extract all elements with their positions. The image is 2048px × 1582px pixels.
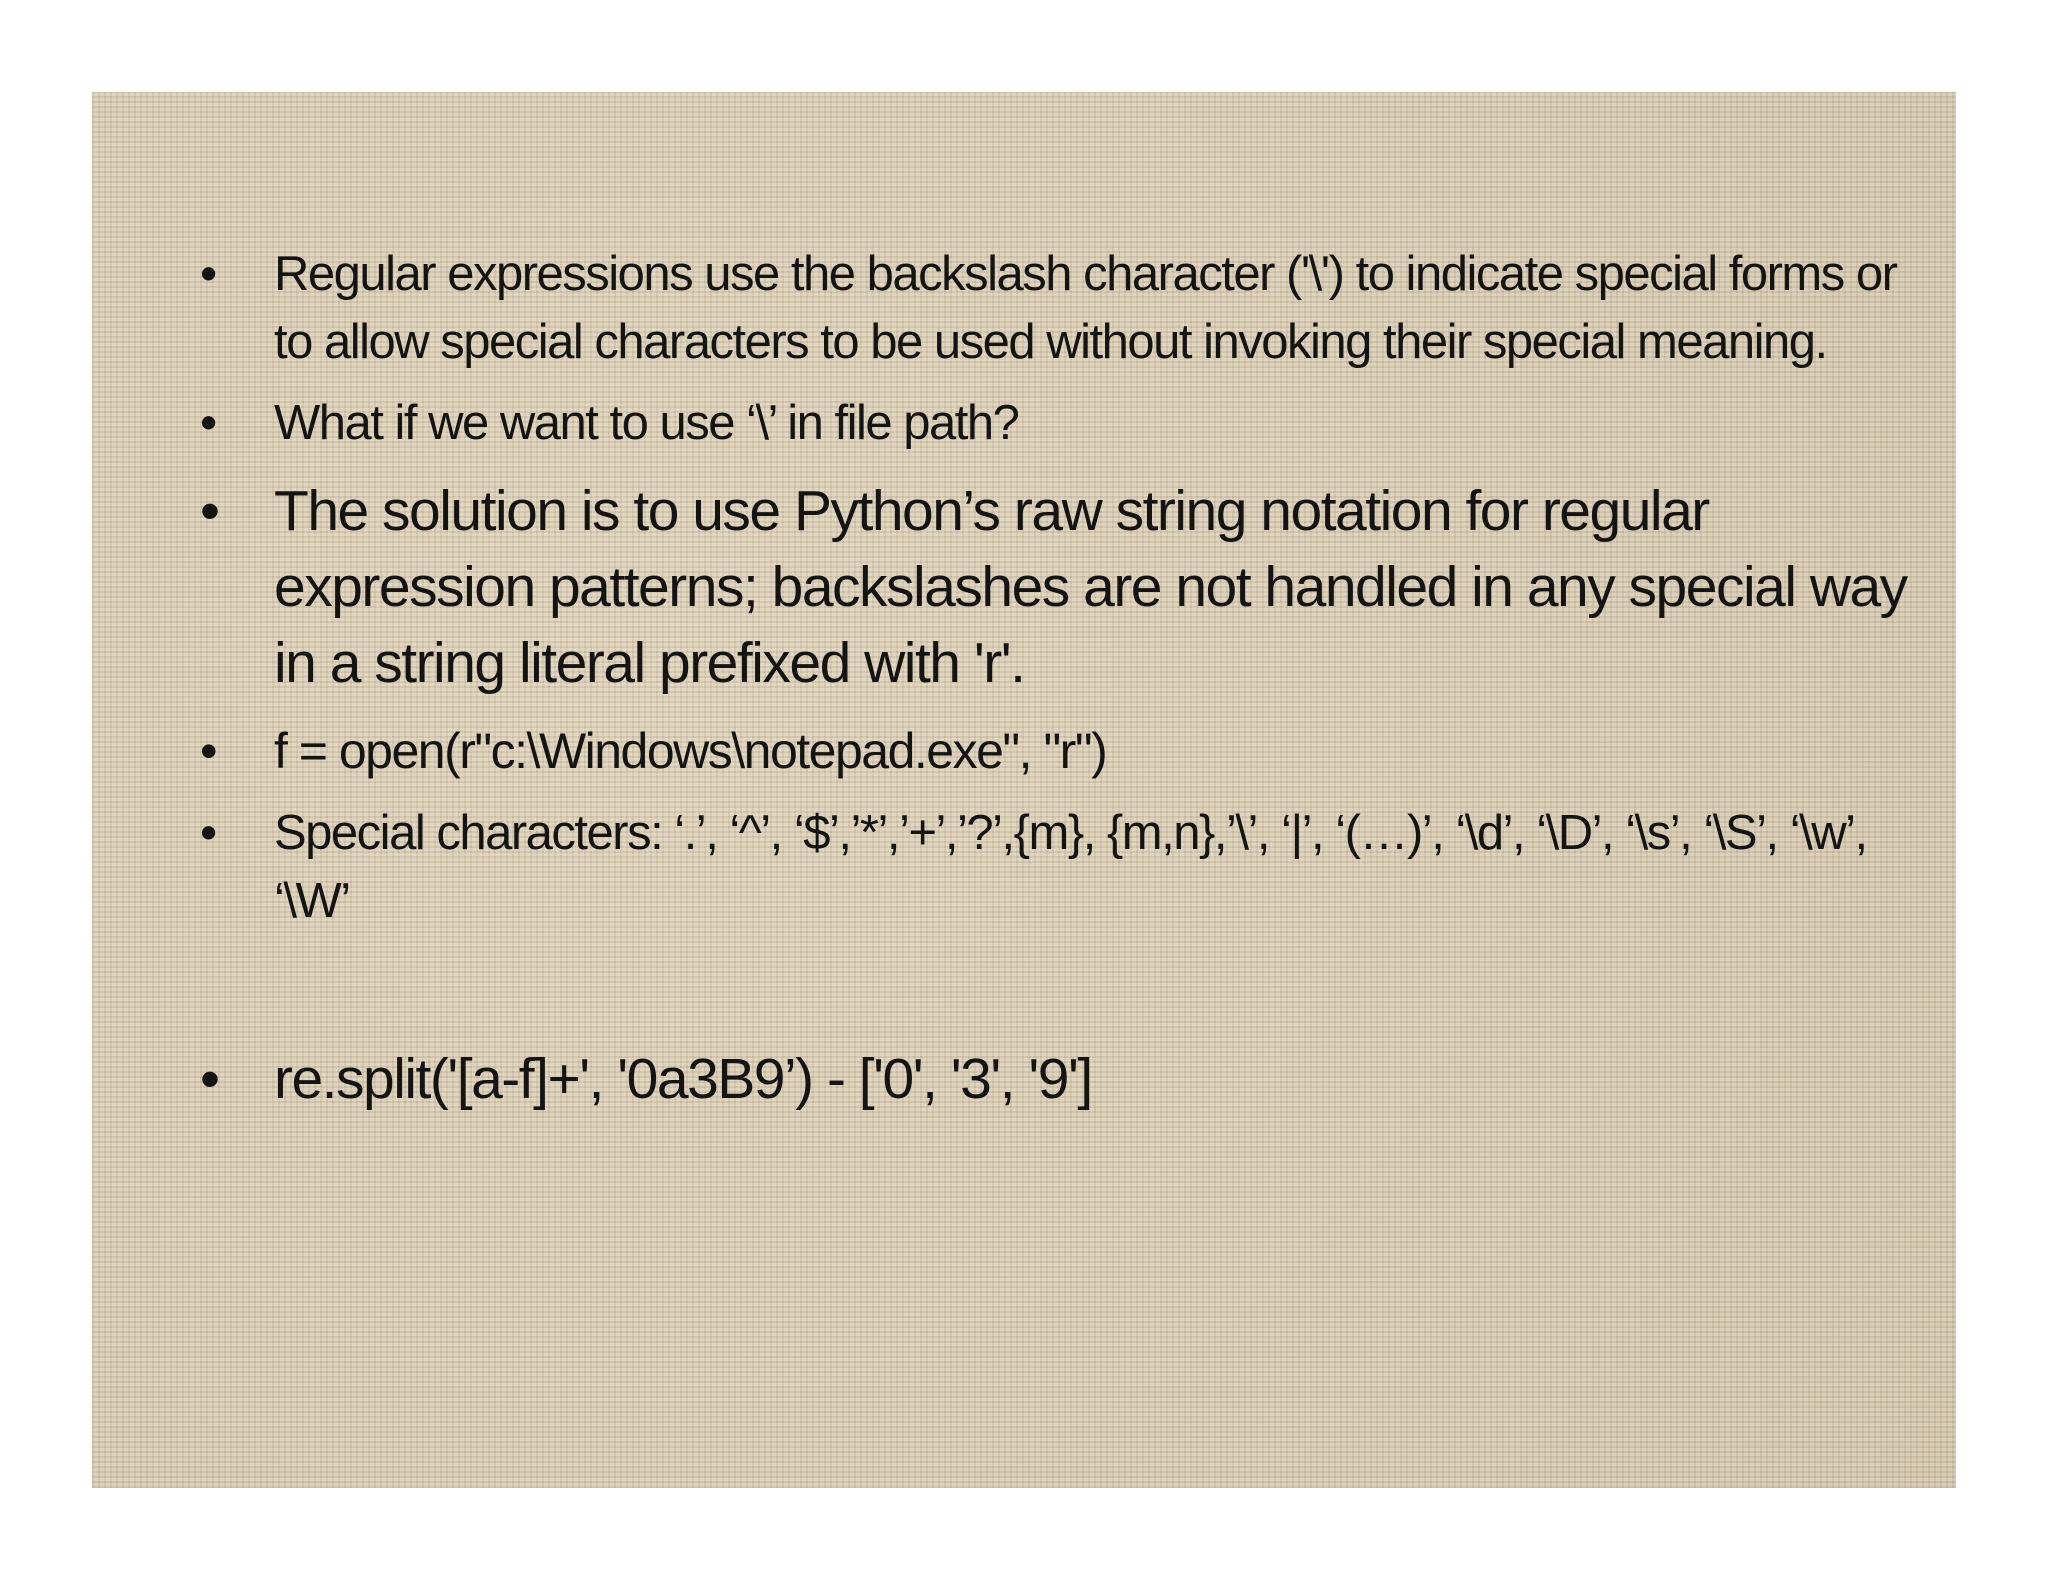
bullet-text: The solution is to use Python’s raw string notation for regular expression patterns; backslashes are not handled in any special way in a string literal prefixed with 'r'. xyxy=(274,479,1907,695)
bullet-icon: • xyxy=(200,806,216,860)
bullet-item-backslash-intro xyxy=(200,240,1920,376)
slide xyxy=(92,92,1956,1488)
bullet-text: Special characters: ‘.’, ‘^’, ‘$’,’*’,’+’,’?’,{m}, {m,n},’\’, ‘|’, ‘(…)’, ‘\d’, ‘\D’, ‘\s’, ‘\S’, ‘\w’, ‘\W’ xyxy=(274,806,1867,928)
bullet-item-special-characters xyxy=(200,799,1920,935)
bullet-item-file-path-question xyxy=(200,389,1920,457)
bullet-text: What if we want to use ‘\’ in file path? xyxy=(274,396,1019,450)
bullet-icon: • xyxy=(200,247,216,301)
bullet-icon: • xyxy=(200,723,217,779)
bullet-icon: • xyxy=(200,396,216,450)
bullet-text: re.split('[a-f]+', '0a3B9’) - ['0', '3', '9'] xyxy=(274,1047,1092,1111)
bullet-text: Regular expressions use the backslash character ('\') to indicate special forms or to allow special characters to be used without invoking their special meaning. xyxy=(274,247,1897,369)
bullet-icon: • xyxy=(200,1047,219,1111)
bullet-icon: • xyxy=(200,479,219,543)
bullet-item-re-split-example xyxy=(200,1041,1920,1117)
bullet-text: f = open(r"c:\Windows\notepad.exe", "r") xyxy=(274,723,1107,779)
bullet-list xyxy=(200,240,1920,1117)
bullet-item-raw-string-solution xyxy=(200,473,1920,701)
bullet-item-open-example xyxy=(200,717,1920,785)
